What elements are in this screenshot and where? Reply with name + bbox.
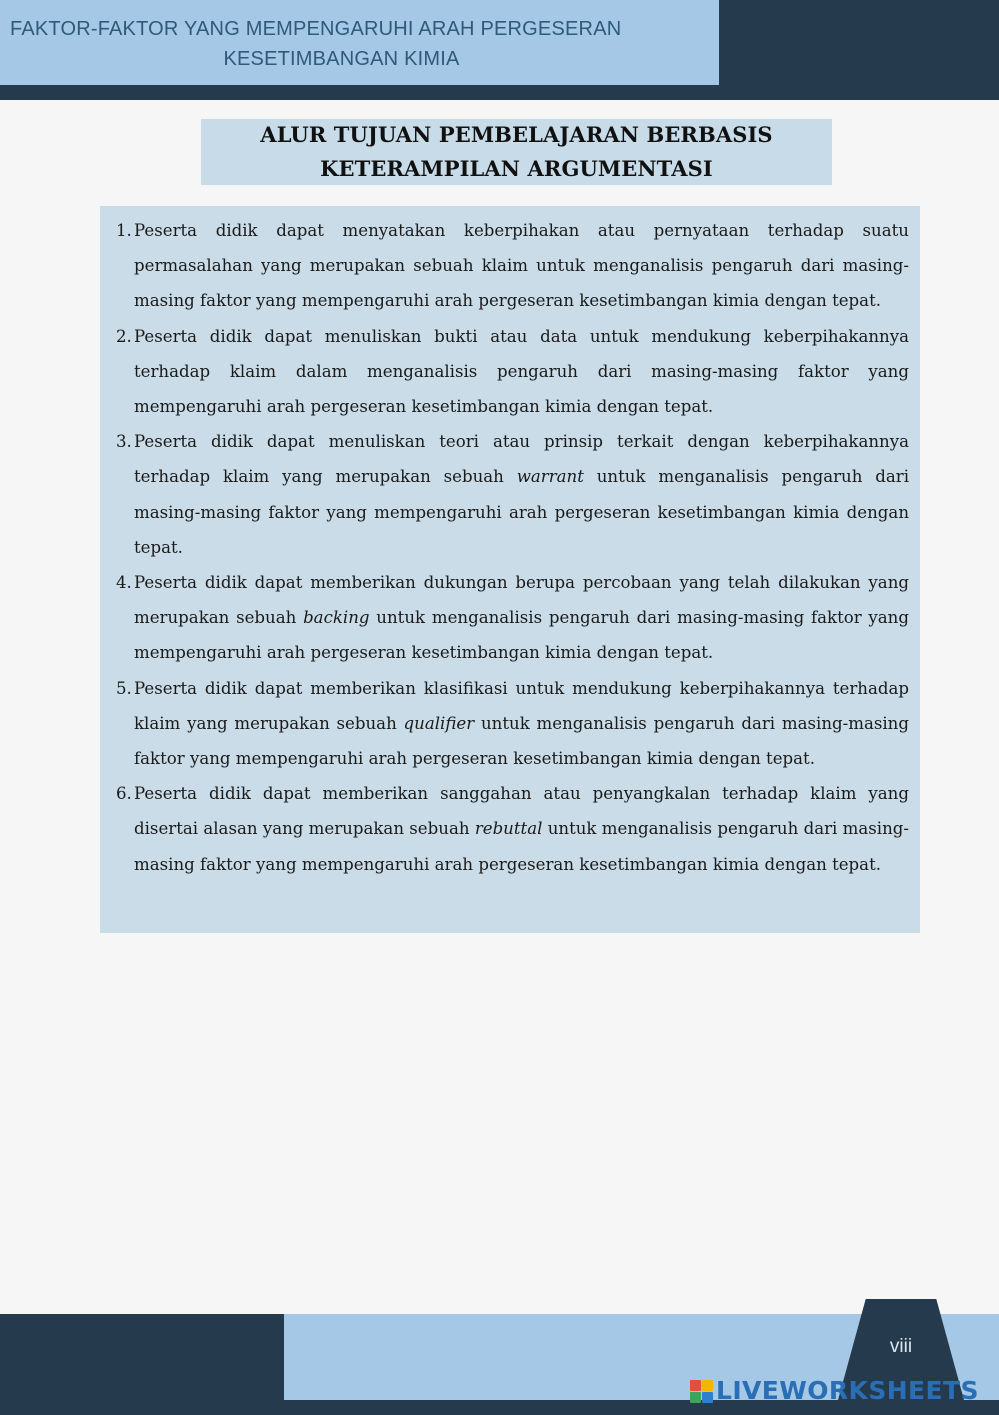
goal-text-after: untuk menganalisis pengaruh dari masing-masing faktor yang mempengaruhi arah pergeseran kesetimbangan kimia dengan tepat. — [134, 819, 909, 874]
logo-square-e — [702, 1392, 713, 1403]
goal-term-warrant: warrant — [516, 467, 584, 487]
goal-text-before: Peserta didik dapat memberikan sanggahan atau penyangkalan terhadap klaim yang disertai alasan yang merupakan sebuah — [134, 784, 909, 839]
goal-term-qualifier: qualifier — [403, 713, 475, 733]
goal-item — [116, 424, 909, 565]
goal-item — [116, 671, 909, 777]
goal-item — [116, 213, 909, 319]
logo-text — [716, 1377, 979, 1405]
goal-number: 3. — [116, 432, 132, 452]
goal-number: 2. — [116, 326, 132, 346]
goal-number: 6. — [116, 784, 132, 804]
header-title-line-1: FAKTOR-FAKTOR YANG MEMPENGARUHI ARAH PERGESERAN — [10, 18, 622, 40]
logo-text-rest: WORKSHEETS — [779, 1376, 979, 1405]
goal-text-before: Peserta didik dapat memberikan klasifikasi untuk mendukung keberpihakannya terhadap klaim yang merupakan sebuah — [134, 678, 909, 733]
logo-square-v — [690, 1392, 701, 1403]
goal-term-backing: backing — [303, 608, 370, 628]
goal-item — [116, 319, 909, 425]
goal-number: 5. — [116, 678, 132, 698]
goal-text-after: untuk menganalisis pengaruh dari masing-masing faktor yang mempengaruhi arah pergeseran kesetimbangan kimia dengan tepat. — [134, 467, 910, 557]
learning-goals-list — [116, 213, 909, 882]
goal-text: Peserta didik dapat menyatakan keberpihakan atau pernyataan terhadap suatu permasalahan yang merupakan sebuah klaim untuk menganalisis pengaruh dari masing-masing faktor yang mempengaruhi arah pergeseran kesetimbangan kimia dengan tepat. — [134, 221, 909, 311]
goal-text-before: Peserta didik dapat memberikan dukungan berupa percobaan yang telah dilakukan yang merupakan sebuah — [134, 573, 909, 628]
section-title-line-2: KETERAMPILAN ARGUMENTASI — [320, 156, 713, 181]
document-header-title — [0, 14, 719, 74]
page-number: viii — [889, 1336, 913, 1357]
section-title-box — [201, 119, 832, 185]
goal-text: Peserta didik dapat menuliskan bukti atau data untuk mendukung keberpihakannya terhadap klaim dalam menganalisis pengaruh dari masing-masing faktor yang mempengaruhi arah pergeseran kesetimbangan kimia dengan tepat. — [134, 326, 909, 417]
goal-term-rebuttal: rebuttal — [474, 819, 543, 839]
goal-number: 4. — [116, 573, 132, 593]
logo-square-i — [702, 1380, 713, 1391]
header-title-line-2: KESETIMBANGAN KIMIA — [223, 48, 460, 70]
goal-text-before: Peserta didik dapat menuliskan teori atau prinsip terkait dengan keberpihakannya terhadap klaim yang merupakan sebuah — [134, 432, 909, 487]
liveworksheets-logo[interactable] — [690, 1377, 979, 1405]
logo-square-l — [690, 1380, 701, 1391]
goal-item — [116, 776, 909, 882]
section-title-line-1: ALUR TUJUAN PEMBELAJARAN BERBASIS — [260, 122, 773, 147]
goal-number: 1. — [116, 221, 132, 240]
goal-text-after: untuk menganalisis pengaruh dari masing-masing faktor yang mempengaruhi arah pergeseran kesetimbangan kimia dengan tepat. — [134, 713, 909, 769]
goal-text-after: untuk menganalisis pengaruh dari masing-masing faktor yang mempengaruhi arah pergeseran kesetimbangan kimia dengan tepat. — [134, 608, 909, 663]
logo-text-live: LIVE — [716, 1376, 780, 1405]
learning-goals-box — [100, 206, 920, 933]
liveworksheets-mark-icon — [690, 1380, 713, 1403]
goal-item — [116, 565, 909, 671]
